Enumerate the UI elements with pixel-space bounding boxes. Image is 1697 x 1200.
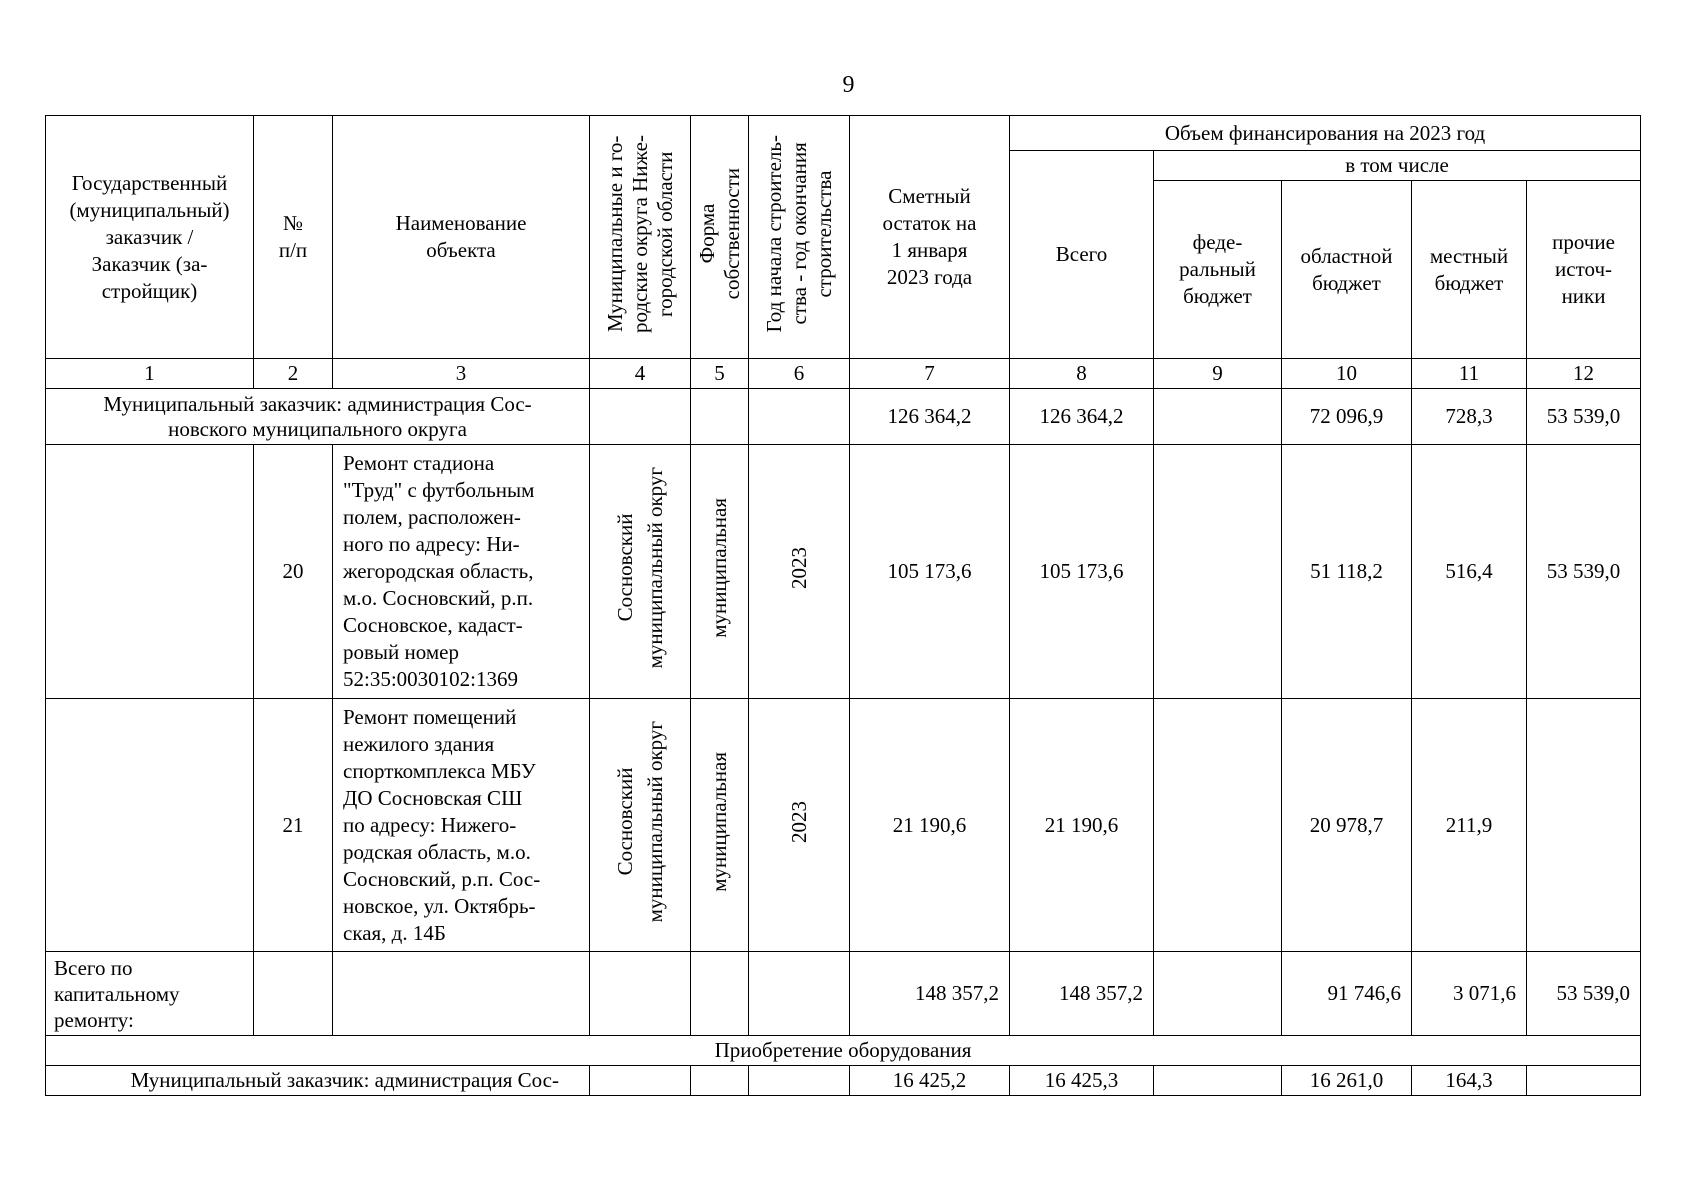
- header-districts-cell: [590, 116, 691, 359]
- total-regional: 91 746,6: [1282, 952, 1412, 1036]
- total: 105 173,6: [1010, 445, 1154, 699]
- customer-estimate: 126 364,2: [850, 389, 1010, 445]
- customer-other: 53 539,0: [1527, 389, 1641, 445]
- col-number: 12: [1527, 359, 1641, 389]
- district-cell: [590, 445, 691, 699]
- ownership: муниципальная: [707, 498, 731, 638]
- header-ownership: Форма собственности: [694, 167, 744, 300]
- local: 211,9: [1412, 699, 1527, 952]
- col-number: 7: [850, 359, 1010, 389]
- last-estimate: 16 425,2: [850, 1066, 1010, 1096]
- section-title: Приобретение оборудования: [46, 1036, 1641, 1066]
- col-number: 9: [1154, 359, 1282, 389]
- cell: [46, 699, 254, 952]
- total-row: [46, 952, 1641, 1036]
- col-number: 6: [749, 359, 850, 389]
- header-including: в том числе: [1154, 151, 1641, 181]
- ownership: муниципальная: [707, 751, 731, 892]
- cell: [749, 1066, 850, 1096]
- ownership-cell: [691, 699, 749, 952]
- regional: 20 978,7: [1282, 699, 1412, 952]
- header-total: Всего: [1010, 151, 1154, 359]
- local: 516,4: [1412, 445, 1527, 699]
- row-num: 20: [254, 445, 333, 699]
- cell: [691, 952, 749, 1036]
- last-total: 16 425,3: [1010, 1066, 1154, 1096]
- cell: [691, 1066, 749, 1096]
- header-object-name: Наименование объекта: [333, 116, 590, 359]
- total-total: 148 357,2: [1010, 952, 1154, 1036]
- regional: 51 118,2: [1282, 445, 1412, 699]
- customer-label: Муниципальный заказчик: администрация Сос- новского муниципального округа: [46, 389, 590, 445]
- header-local: местный бюджет: [1412, 181, 1527, 359]
- header-ownership-cell: [691, 116, 749, 359]
- customer-label-2: Муниципальный заказчик: администрация Сос-: [46, 1066, 590, 1096]
- cell: [333, 952, 590, 1036]
- district-cell: [590, 699, 691, 952]
- table-row: [46, 699, 1641, 952]
- total-label: Всего по капитальному ремонту:: [46, 952, 254, 1036]
- cell: [590, 1066, 691, 1096]
- last-federal: [1154, 1066, 1282, 1096]
- object-name: Ремонт стадиона "Труд" с футбольным полем, расположен- ного по адресу: Ни- жегородская область, м.о. Сосновский, р.п. Сосновское, кадаст- ровый номер 52:35:0030102:1369: [333, 445, 590, 699]
- total-local: 3 071,6: [1412, 952, 1527, 1036]
- financing-table: [45, 115, 1641, 1096]
- row-num: 21: [254, 699, 333, 952]
- federal: [1154, 445, 1282, 699]
- col-number: 10: [1282, 359, 1412, 389]
- cell: [691, 389, 749, 445]
- header-other: прочие источ- ники: [1527, 181, 1641, 359]
- estimate: 105 173,6: [850, 445, 1010, 699]
- years: 2023: [786, 547, 811, 589]
- section-row: [46, 1036, 1641, 1066]
- last-local: 164,3: [1412, 1066, 1527, 1096]
- header-years-cell: [749, 116, 850, 359]
- other: [1527, 699, 1641, 952]
- header-years: Год начала строитель- ства - год окончания строительства: [761, 134, 836, 333]
- header-federal: феде- ральный бюджет: [1154, 181, 1282, 359]
- total: 21 190,6: [1010, 699, 1154, 952]
- header-regional: областной бюджет: [1282, 181, 1412, 359]
- customer-local: 728,3: [1412, 389, 1527, 445]
- years-cell: [749, 699, 850, 952]
- estimate: 21 190,6: [850, 699, 1010, 952]
- total-federal: [1154, 952, 1282, 1036]
- ownership-cell: [691, 445, 749, 699]
- district: Сосновский муниципальный округ: [613, 720, 667, 923]
- header-num: № п/п: [254, 116, 333, 359]
- cell: [749, 952, 850, 1036]
- customer-total: 126 364,2: [1010, 389, 1154, 445]
- customer-regional: 72 096,9: [1282, 389, 1412, 445]
- page-number: 9: [842, 72, 855, 98]
- other: 53 539,0: [1527, 445, 1641, 699]
- col-number: 2: [254, 359, 333, 389]
- district: Сосновский муниципальный округ: [613, 467, 667, 669]
- column-numbers-row: [46, 359, 1641, 389]
- customer-federal: [1154, 389, 1282, 445]
- customer-row: [46, 389, 1641, 445]
- customer-row-2: [46, 1066, 1641, 1096]
- cell: [590, 389, 691, 445]
- last-other: [1527, 1066, 1641, 1096]
- col-number: 3: [333, 359, 590, 389]
- header-districts: Муниципальные и го- родские округа Ниже- городской области: [602, 134, 677, 333]
- total-estimate: 148 357,2: [850, 952, 1010, 1036]
- object-name: Ремонт помещений нежилого здания спорткомплекса МБУ ДО Сосновская СШ по адресу: Нижего- родская область, м.о. Сосновский, р.п. Сос- новское, ул. Октябрь- ская, д. 14Б: [333, 699, 590, 952]
- table-row: [46, 445, 1641, 699]
- col-number: 5: [691, 359, 749, 389]
- cell: [46, 445, 254, 699]
- last-regional: 16 261,0: [1282, 1066, 1412, 1096]
- header-customer: Государственный (муниципальный) заказчик / Заказчик (за- стройщик): [46, 116, 254, 359]
- col-number: 1: [46, 359, 254, 389]
- header-financing: Объем финансирования на 2023 год: [1010, 116, 1641, 151]
- col-number: 8: [1010, 359, 1154, 389]
- cell: [749, 389, 850, 445]
- cell: [254, 952, 333, 1036]
- col-number: 4: [590, 359, 691, 389]
- header-estimate: Сметный остаток на 1 января 2023 года: [850, 116, 1010, 359]
- cell: [590, 952, 691, 1036]
- years: 2023: [786, 800, 811, 843]
- col-number: 11: [1412, 359, 1527, 389]
- years-cell: [749, 445, 850, 699]
- total-other: 53 539,0: [1527, 952, 1641, 1036]
- federal: [1154, 699, 1282, 952]
